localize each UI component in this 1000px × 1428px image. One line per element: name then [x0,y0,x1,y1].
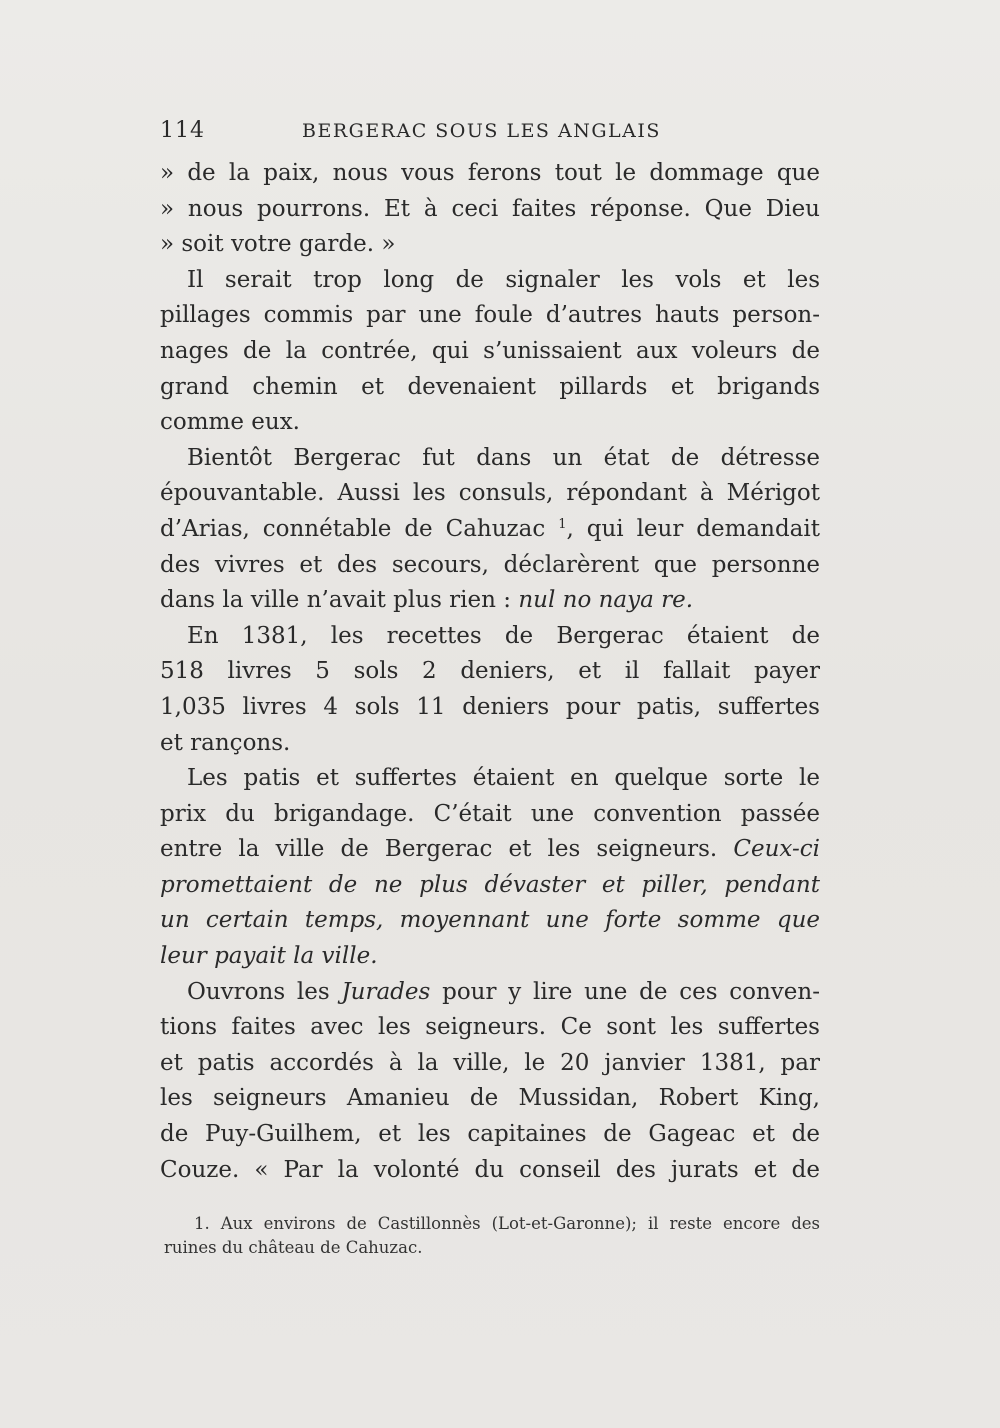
text-segment: pour y lire une de ces conven- [430,978,821,1005]
text-line: épouvantable. Aussi les consuls, répondant à Mérigot [160,480,820,507]
text-line: comme eux. [160,409,300,436]
text-segment: d’Arias, connétable de Cahuzac [160,515,546,542]
text-line [160,583,820,619]
italic-text: nul no naya re. [518,587,694,614]
text-line: nages de la contrée, qui s’unissaient aux voleurs de [160,337,820,364]
italic-text: Ceux-ci [733,836,820,863]
text-line: 1,035 livres 4 sols 11 deniers pour patis, suffertes [160,693,820,720]
text-line: » nous pourrons. Et à ceci faites réponse. Que Dieu [160,195,820,222]
paragraph-start-line: Il serait trop long de signaler les vols et les [187,266,820,293]
text-line: tions faites avec les seigneurs. Ce sont les suffertes [160,1014,820,1041]
page-header [160,118,820,146]
italic-line: promettaient de ne plus dévaster et piller, pendant [160,871,820,898]
text-segment: Ouvrons les [187,978,342,1005]
footnote-line: ruines du château de Cahuzac. [164,1238,423,1257]
footnote [164,1212,820,1260]
text-line [160,832,820,868]
running-title: BERGERAC SOUS LES ANGLAIS [302,120,661,142]
body-text [160,156,820,1188]
text-segment: entre la ville de Bergerac et les seigneurs. [160,836,734,863]
text-line: les seigneurs Amanieu de Mussidan, Robert King, [160,1085,820,1112]
text-segment: dans la ville n’avait plus rien : [160,587,519,614]
page-number: 114 [160,118,205,143]
text-line: prix du brigandage. C’était une convention passée [160,800,820,827]
paragraph-start-line [160,975,820,1011]
footnote-line: 1. Aux environs de Castillonnès (Lot-et-Garonne); il reste encore des [194,1214,820,1233]
text-line: Couze. « Par la volonté du conseil des jurats et de [160,1156,820,1183]
text-line: » de la paix, nous vous ferons tout le dommage que [160,160,820,186]
paragraph-start-line: En 1381, les recettes de Bergerac étaient de [187,622,820,649]
text-line: » soit votre garde. » [160,231,396,258]
text-line: et rançons. [160,729,291,756]
text-line: pillages commis par une foule d’autres hauts person- [160,302,820,329]
text-line: et patis accordés à la ville, le 20 janvier 1381, par [160,1049,820,1076]
text-line: grand chemin et devenaient pillards et brigands [160,373,820,400]
italic-text: Jurades [341,978,431,1005]
text-segment: , qui leur demandait [566,515,820,542]
text-line [160,512,820,548]
text-line: 518 livres 5 sols 2 deniers, et il fallait payer [160,658,820,685]
footnote-reference: 1 [558,516,567,532]
text-line: de Puy-Guilhem, et les capitaines de Gageac et de [160,1121,820,1148]
text-line: des vivres et des secours, déclarèrent que personne [160,551,820,578]
paragraph-start-line: Bientôt Bergerac fut dans un état de détresse [187,444,820,471]
italic-line: leur payait la ville. [160,943,378,970]
italic-line: un certain temps, moyennant une forte somme que [160,907,820,934]
paragraph-start-line: Les patis et suffertes étaient en quelque sorte le [187,765,820,792]
